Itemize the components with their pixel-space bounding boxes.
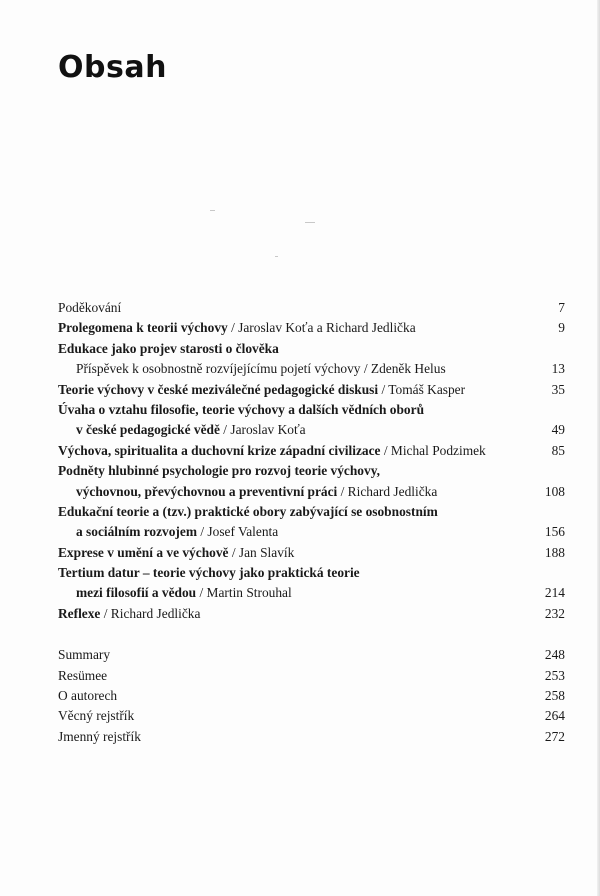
toc-entry [58,420,565,440]
toc-entry-author: Příspěvek k osobnostně rozvíjejícímu pojetí výchovy / Zdeněk Helus [76,361,446,377]
toc-entry-title: Úvaha o vztahu filosofie, teorie výchovy a dalších vědních oborů [58,401,425,417]
toc-page-number: 85 [551,442,565,458]
toc-appendix-entry [58,666,565,686]
toc-entry [58,563,565,583]
toc-entry-title: Tertium datur – teorie výchovy jako praktická teorie [58,565,360,581]
toc-page-number: 9 [558,320,565,336]
toc-entry [58,318,565,338]
toc-entry [58,298,565,318]
toc-entry-title: mezi filosofií a vědou [76,585,197,601]
toc-entry [58,604,565,624]
toc-entry [58,522,565,542]
toc-appendix-list [58,645,565,747]
toc-entry [58,482,565,502]
toc-entry-title: Podněty hlubinné psychologie pro rozvoj teorie výchovy, [58,463,381,479]
toc-appendix-entry [58,706,565,726]
toc-entry-author: / Josef Valenta [197,524,279,540]
toc-entry-title: výchovnou, převýchovnou a preventivní práci [76,483,338,499]
table-of-contents [58,298,565,747]
toc-page-number: 13 [551,361,565,377]
toc-entry [58,543,565,563]
toc-entry [58,359,565,379]
toc-page-number: 156 [544,524,565,540]
toc-appendix-entry [58,727,565,747]
toc-page-number: 188 [544,544,565,560]
toc-entry [58,441,565,461]
toc-page-number: 272 [544,728,565,744]
toc-entry-author: / Michal Podzimek [380,442,486,458]
toc-page-number: 49 [551,422,565,438]
toc-entry-title: Výchova, spiritualita a duchovní krize západní civilizace [58,442,381,458]
toc-entry-title: v české pedagogické vědě [76,422,220,438]
scan-speck [275,256,278,257]
toc-entry-title: Teorie výchovy v české meziválečné pedagogické diskusi [58,381,379,397]
toc-entry-author: Poděkování [58,300,122,315]
toc-entry-title: Reflexe [58,605,101,621]
toc-entry-author: / Richard Jedlička [100,605,201,621]
scan-speck [305,222,315,223]
toc-appendix-label: Summary [58,647,111,663]
toc-appendix-entry [58,645,565,665]
toc-entry [58,400,565,420]
toc-page-number: 108 [544,483,565,499]
toc-entry-author: / Richard Jedlička [337,483,438,499]
toc-entry-author: / Jan Slavík [228,544,295,560]
toc-entry [58,583,565,603]
toc-entry-title: Edukace jako projev starosti o člověka [58,340,279,356]
toc-page-number: 253 [544,667,565,683]
toc-page-number: 258 [544,688,565,704]
toc-main-list [58,298,565,624]
toc-entry [58,380,565,400]
toc-appendix-label: Jmenný rejstřík [58,728,141,744]
toc-page-number: 7 [558,300,565,315]
toc-entry-title: Edukační teorie a (tzv.) praktické obory zabývající se osobnostním [58,503,438,519]
toc-entry-author: / Jaroslav Koťa a Richard Jedlička [227,320,416,336]
toc-entry-title: Prolegomena k teorii výchovy [58,320,228,336]
scan-speck [210,210,215,211]
toc-entry-title: a sociálním rozvojem [76,524,197,540]
toc-entry [58,461,565,481]
toc-entry-author: / Martin Strouhal [196,585,292,601]
toc-appendix-label: Věcný rejstřík [58,708,135,724]
toc-page-number: 35 [551,381,565,397]
toc-page-number: 264 [544,708,565,724]
toc-appendix-entry [58,686,565,706]
toc-entry [58,339,565,359]
toc-appendix-label: O autorech [58,688,118,704]
toc-entry-title: Exprese v umění a ve výchově [58,544,229,560]
toc-page-number: 248 [544,647,565,663]
toc-entry-author: / Tomáš Kasper [378,381,466,397]
toc-appendix-label: Resümee [58,667,108,683]
toc-page-number: 214 [544,585,565,601]
toc-entry [58,502,565,522]
toc-entry-author: / Jaroslav Koťa [219,422,306,438]
toc-section-gap [58,624,565,645]
page-title: Obsah [58,50,167,85]
toc-page-number: 232 [544,605,565,621]
